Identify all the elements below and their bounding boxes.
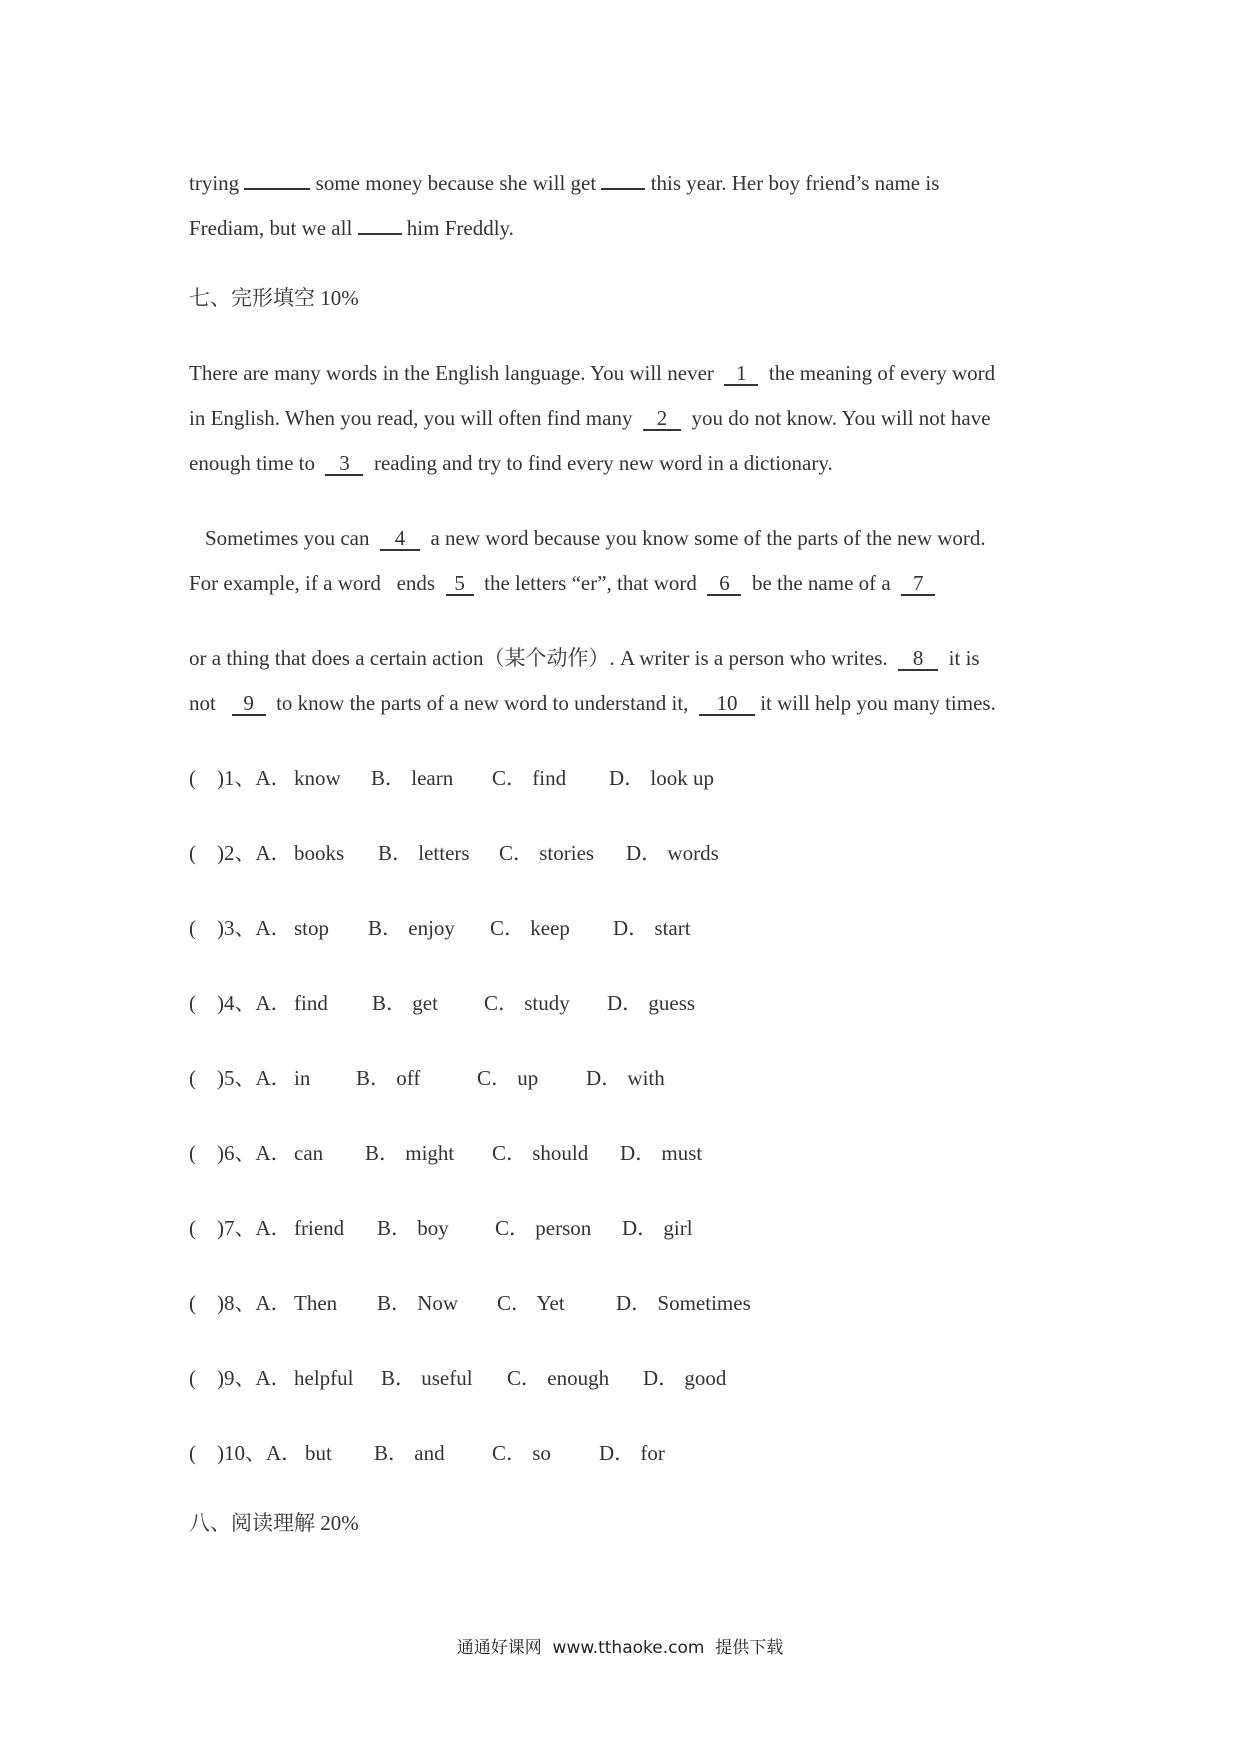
question-option-c: C． find bbox=[492, 766, 567, 790]
section-heading-reading: 八、阅读理解 20% bbox=[189, 1511, 359, 1535]
question-option-b: B． letters bbox=[378, 841, 470, 865]
blank-number: 10 bbox=[699, 693, 755, 716]
question-option-b: B． useful bbox=[381, 1366, 473, 1390]
question-option-d: D． with bbox=[586, 1066, 665, 1090]
intro-text: this year. Her boy friend’s name is bbox=[650, 171, 940, 195]
passage-text: There are many words in the English language. You will never bbox=[189, 361, 714, 385]
passage-text: a new word because you know some of the parts of the new word. bbox=[430, 526, 986, 550]
question-number: ( )1、A． bbox=[189, 766, 292, 790]
question-number: ( )5、A． bbox=[189, 1066, 292, 1090]
question-option-c: C． study bbox=[484, 991, 570, 1015]
blank-number: 6 bbox=[707, 573, 741, 596]
question-option-c: C． Yet bbox=[497, 1291, 565, 1315]
question-option-d: D． girl bbox=[622, 1216, 693, 1240]
question-number: ( )3、A． bbox=[189, 916, 292, 940]
passage-text: you do not know. You will not have bbox=[691, 406, 991, 430]
intro-text: him Freddly. bbox=[406, 216, 514, 240]
question-option-b: B． Now bbox=[377, 1291, 459, 1315]
question-option-a: know bbox=[294, 766, 341, 790]
question-option-d: D． guess bbox=[607, 991, 696, 1015]
question-option-b: B． and bbox=[374, 1441, 445, 1465]
question-option-a: find bbox=[294, 991, 328, 1015]
passage-text: the letters “er”, that word bbox=[484, 571, 697, 595]
question-option-d: D． look up bbox=[609, 766, 714, 790]
question-option-d: D． Sometimes bbox=[616, 1291, 751, 1315]
blank-number: 2 bbox=[643, 408, 681, 431]
question-option-a: Then bbox=[294, 1291, 338, 1315]
passage-text: reading and try to find every new word in a dictionary. bbox=[373, 451, 833, 475]
question-option-a: in bbox=[294, 1066, 311, 1090]
question-option-b: B． off bbox=[356, 1066, 421, 1090]
passage-line-1 bbox=[189, 363, 995, 386]
question-option-d: D． words bbox=[626, 841, 719, 865]
passage-text: the meaning of every word bbox=[768, 361, 996, 385]
question-option-b: B． learn bbox=[371, 766, 454, 790]
question-option-b: B． get bbox=[372, 991, 438, 1015]
question-option-a: books bbox=[294, 841, 345, 865]
question-option-a: stop bbox=[294, 916, 330, 940]
question-number: ( )4、A． bbox=[189, 991, 292, 1015]
question-option-c: C． should bbox=[492, 1141, 589, 1165]
passage-text: Sometimes you can bbox=[205, 526, 370, 550]
fill-blank bbox=[601, 168, 645, 190]
passage-text: to know the parts of a new word to understand it, bbox=[276, 691, 689, 715]
intro-text: Frediam, but we all bbox=[189, 216, 353, 240]
passage-line-5 bbox=[189, 573, 935, 596]
question-number: ( )7、A． bbox=[189, 1216, 292, 1240]
blank-number: 5 bbox=[446, 573, 474, 596]
question-option-b: B． boy bbox=[377, 1216, 449, 1240]
intro-text: some money because she will get bbox=[315, 171, 597, 195]
question-option-a: friend bbox=[294, 1216, 345, 1240]
intro-line-1 bbox=[189, 168, 939, 194]
question-option-a: can bbox=[294, 1141, 324, 1165]
page-footer: 通通好课网 www.tthaoke.com 提供下载 bbox=[456, 1638, 784, 1658]
passage-text: in English. When you read, you will often find many bbox=[189, 406, 633, 430]
question-number: ( )2、A． bbox=[189, 841, 292, 865]
passage-text: it will help you many times. bbox=[760, 691, 996, 715]
question-option-c: C． so bbox=[492, 1441, 551, 1465]
blank-number: 1 bbox=[724, 363, 758, 386]
passage-text: it is bbox=[948, 646, 980, 670]
question-option-c: C． keep bbox=[490, 916, 570, 940]
blank-number: 3 bbox=[325, 453, 363, 476]
intro-text: trying bbox=[189, 171, 240, 195]
question-option-b: B． might bbox=[365, 1141, 455, 1165]
passage-text: enough time to bbox=[189, 451, 315, 475]
question-option-d: D． must bbox=[620, 1141, 703, 1165]
fill-blank bbox=[358, 213, 402, 235]
question-option-a: but bbox=[305, 1441, 332, 1465]
passage-line-6 bbox=[189, 648, 980, 671]
passage-text: not bbox=[189, 691, 216, 715]
question-number: ( )6、A． bbox=[189, 1141, 292, 1165]
blank-number: 8 bbox=[898, 648, 938, 671]
section-heading-cloze: 七、完形填空 10% bbox=[189, 286, 359, 310]
passage-line-4 bbox=[205, 528, 986, 551]
question-option-b: B． enjoy bbox=[368, 916, 455, 940]
passage-line-3 bbox=[189, 453, 833, 476]
passage-text: For example, if a word ends bbox=[189, 571, 436, 595]
intro-line-2 bbox=[189, 213, 514, 239]
question-number: ( )9、A． bbox=[189, 1366, 292, 1390]
blank-number: 9 bbox=[232, 693, 266, 716]
question-number: ( )8、A． bbox=[189, 1291, 292, 1315]
question-option-d: D． good bbox=[643, 1366, 727, 1390]
question-option-c: C． enough bbox=[507, 1366, 610, 1390]
passage-text: or a thing that does a certain action（某个动作）. A writer is a person who writes. bbox=[189, 646, 888, 670]
question-option-d: D． start bbox=[613, 916, 691, 940]
question-option-c: C． person bbox=[495, 1216, 592, 1240]
question-number: ( )10、A． bbox=[189, 1441, 303, 1465]
question-option-a: helpful bbox=[294, 1366, 354, 1390]
question-option-d: D． for bbox=[599, 1441, 665, 1465]
fill-blank bbox=[244, 168, 310, 190]
blank-number: 7 bbox=[901, 573, 935, 596]
question-option-c: C． up bbox=[477, 1066, 539, 1090]
passage-line-2 bbox=[189, 408, 991, 431]
blank-number: 4 bbox=[380, 528, 420, 551]
question-option-c: C． stories bbox=[499, 841, 595, 865]
passage-line-7 bbox=[189, 693, 996, 716]
passage-text: be the name of a bbox=[751, 571, 891, 595]
